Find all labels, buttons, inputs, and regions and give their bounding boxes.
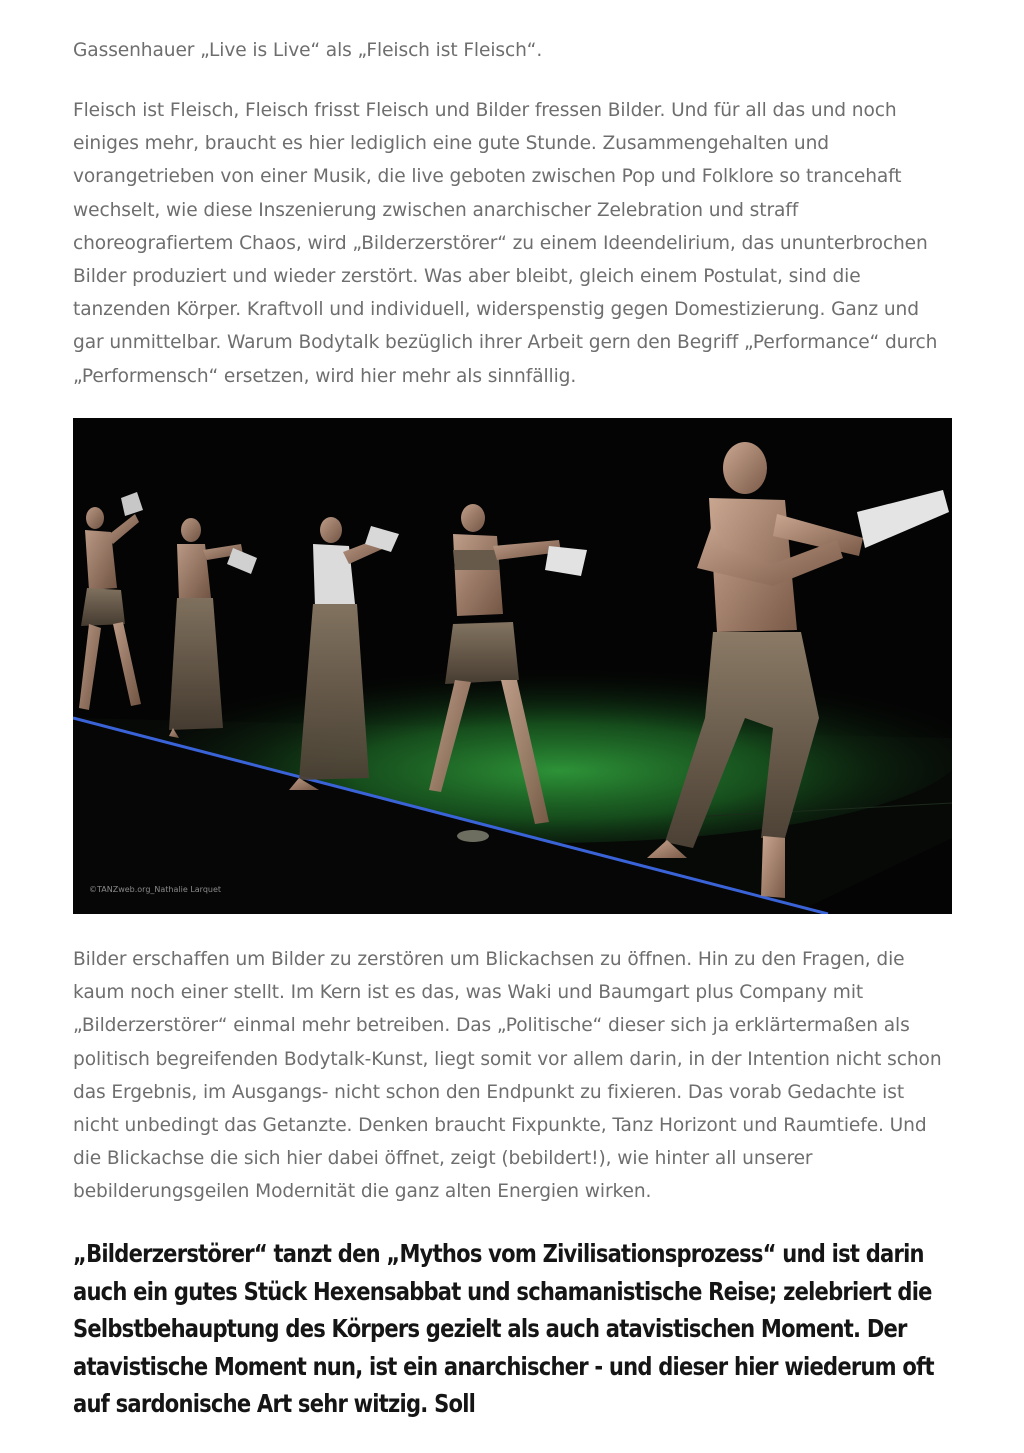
paragraph-blickachsen: Bilder erschaffen um Bilder zu zerstören um Blickachsen zu öffnen. Hin zu den Fragen, die kaum noch einer stellt. Im Kern ist es das, was Waki und Baumgart plus Company mit „Bilderzerstörer“ einmal mehr betreiben. Das „Politische“ dieser sich ja erklärtermaßen als politisch begreifenden Bodytalk-Kunst, liegt somit vor allem darin, in der Intention nicht schon das Ergebnis, im Ausgangs- nicht schon den Endpunkt zu fixieren. Das vorab Gedachte ist nicht unbedingt das Getanzte. Denken braucht Fixpunkte, Tanz Horizont und Raumtiefe. Und die Blickachse die sich hier dabei öffnet, zeigt (bebildert!), wie hinter all unserer bebilderungsgeilen Modernität die ganz alten Energien wirken. [73, 949, 942, 1203]
lead-paragraph: Gassenhauer „Live is Live“ als „Fleisch ist Fleisch“. [73, 40, 543, 61]
paragraph-fleisch: Fleisch ist Fleisch, Fleisch frisst Fleisch und Bilder fressen Bilder. Und für all das und noch einiges mehr, braucht es hier lediglich eine gute Stunde. Zusammengehalten und vorangetrieben von einer Musik, die live geboten zwischen Pop und Folklore so trancehaft wechselt, wie diese Inszenierung zwischen anarchischer Zelebration und straff choreografiertem Chaos, wird „Bilderzerstörer“ zu einem Ideendelirium, das ununterbrochen Bilder produziert und wieder zerstört. Was aber bleibt, gleich einem Postulat, sind die tanzenden Körper. Kraftvoll und individuell, widerspenstig gegen Domestizierung. Ganz und gar unmittelbar. Warum Bodytalk bezüglich ihrer Arbeit gern den Begriff „Performance“ durch „Performensch“ ersetzen, wird hier mehr als sinnfällig. [73, 100, 938, 387]
pull-quote: „Bilderzerstörer“ tanzt den „Mythos vom Zivilisationsprozess“ und ist darin auch ein gutes Stück Hexensabbat und schamanistische Reise; zelebriert die Selbstbehauptung des Körpers gezielt als auch atavistischen Moment. Der atavistische Moment nun, ist ein anarchischer - und dieser hier wiederum oft auf sardonische Art sehr witzig. Soll [73, 1239, 934, 1418]
photo-credit: ©TANZweb.org_Nathalie Larquet [89, 885, 222, 894]
dance-performance-photo [73, 418, 952, 914]
stage-illustration [73, 418, 952, 914]
